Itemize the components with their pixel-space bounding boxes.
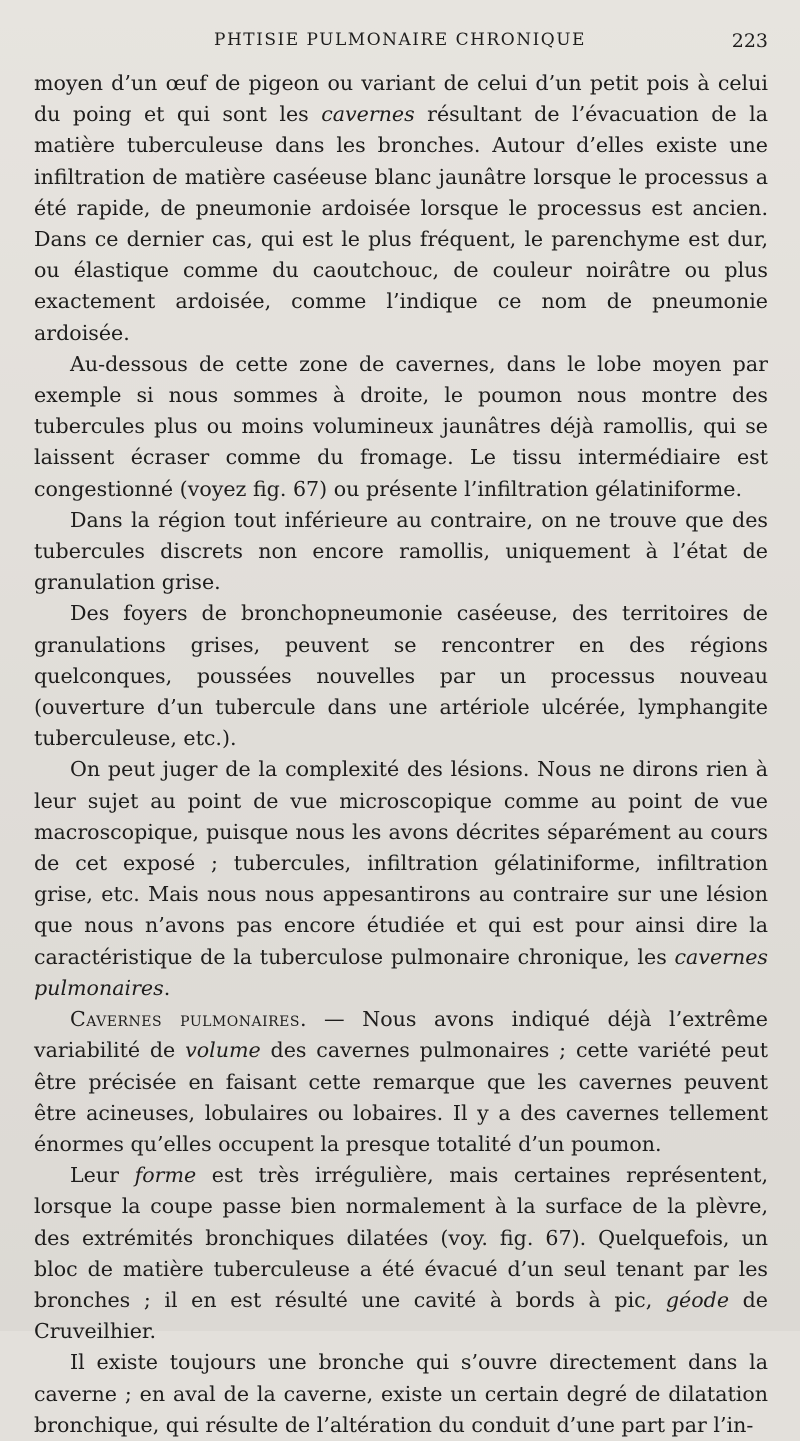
text-run: . — Nous avons indiqué déjà l’extrême variabilité de (34, 1007, 768, 1063)
text-run: Au-dessous de cette zone de cavernes, dans le lobe moyen par exemple si nous sommes à droite, le poumon nous montre des tubercules plus ou moins volumineux jaunâtres déjà ramollis, qui se laissent écraser comme du fromage. Le tissu intermédiaire est congestionné (voyez fig. 67) ou présente l’infiltration gélatiniforme. (34, 351, 768, 501)
italic-term: géode (665, 1287, 730, 1312)
paragraph (34, 1004, 768, 1160)
text-run: Dans la région tout inférieure au contraire, on ne trouve que des tubercules discrets non encore ramollis, uniquement à l’état de granulation grise. (34, 507, 768, 595)
italic-term: volume (185, 1038, 261, 1063)
body-text (34, 68, 768, 1441)
text-run: des cavernes pulmonaires ; cette variété peut être précisée en faisant cette remarque que les cavernes peuvent être acineuses, lobulaires ou lobaires. Il y a des cavernes tellement énormes qu’elles occupent la presque totalité d’un poumon. (34, 1038, 768, 1156)
text-run: Leur (70, 1163, 135, 1188)
text-run: est très irrégulière, mais certaines représentent, lorsque la coupe passe bien normalement à la surface de la plèvre, des extrémités bronchiques dilatées (voy. fig. 67). Quelquefois, un bloc de matière tuberculeuse a été évacué d’un seul tenant par les bronches ; il en est résulté une cavité à bords à pic, (34, 1163, 768, 1312)
text-run: de Cruveilhier. (34, 1287, 768, 1344)
text-run: . (163, 975, 171, 1000)
page-number: 223 (731, 30, 768, 52)
italic-term: cavernes pulmonaires (34, 944, 768, 1000)
text-run: Des foyers de bronchopneumonie caséeuse, des territoires de granulations grises, peuvent se rencontrer en des régions quelconques, poussées nouvelles par un processus nouveau (ouverture d’un tubercule dans une artériole ulcérée, lymphangite tuberculeuse, etc.). (34, 601, 768, 751)
text-run: Il existe toujours une bronche qui s’ouvre directement dans la caverne ; en aval de la caverne, existe un certain degré de dilatation bronchique, qui résulte de l’altération du conduit d’une part par l’in- (34, 1350, 768, 1437)
paragraph (34, 349, 768, 505)
paragraph (34, 1347, 768, 1441)
paragraph (34, 68, 768, 349)
section-heading: Cavernes pulmonaires (70, 1007, 300, 1032)
running-title: PHTISIE PULMONAIRE CHRONIQUE (214, 30, 586, 50)
text-run: On peut juger de la complexité des lésions. Nous ne dirons rien à leur sujet au point de vue microscopique comme au point de vue macroscopique, puisque nous les avons décrites séparément au cours de cet exposé ; tubercules, infiltration gélatiniforme, infiltration grise, etc. Mais nous nous appesantirons au contraire sur une lésion que nous n’avons pas encore étudiée et qui est pour ainsi dire la caractéristique de la tuberculose pulmonaire chronique, les (34, 757, 768, 969)
paragraph (34, 754, 768, 1004)
italic-term: forme (134, 1163, 197, 1188)
text-run: résultant de l’évacuation de la matière tuberculeuse dans les bronches. Autour d’elles existe une infiltration de matière caséeuse blanc jaunâtre lorsque le processus a été rapide, de pneumonie ardoisée lorsque le processus est ancien. Dans ce dernier cas, qui est le plus fréquent, le parenchyme est dur, ou élastique comme du caoutchouc, de couleur noirâtre ou plus exactement ardoisée, comme l’indique ce nom de pneumonie ardoisée. (34, 102, 768, 345)
paragraph (34, 1160, 768, 1347)
italic-term: cavernes (321, 102, 415, 127)
paragraph (34, 505, 768, 599)
text-run: moyen d’un œuf de pigeon ou variant de celui d’un petit pois à celui du poing et qui sont les (34, 71, 768, 127)
page-header (0, 30, 800, 58)
paragraph (34, 598, 768, 754)
